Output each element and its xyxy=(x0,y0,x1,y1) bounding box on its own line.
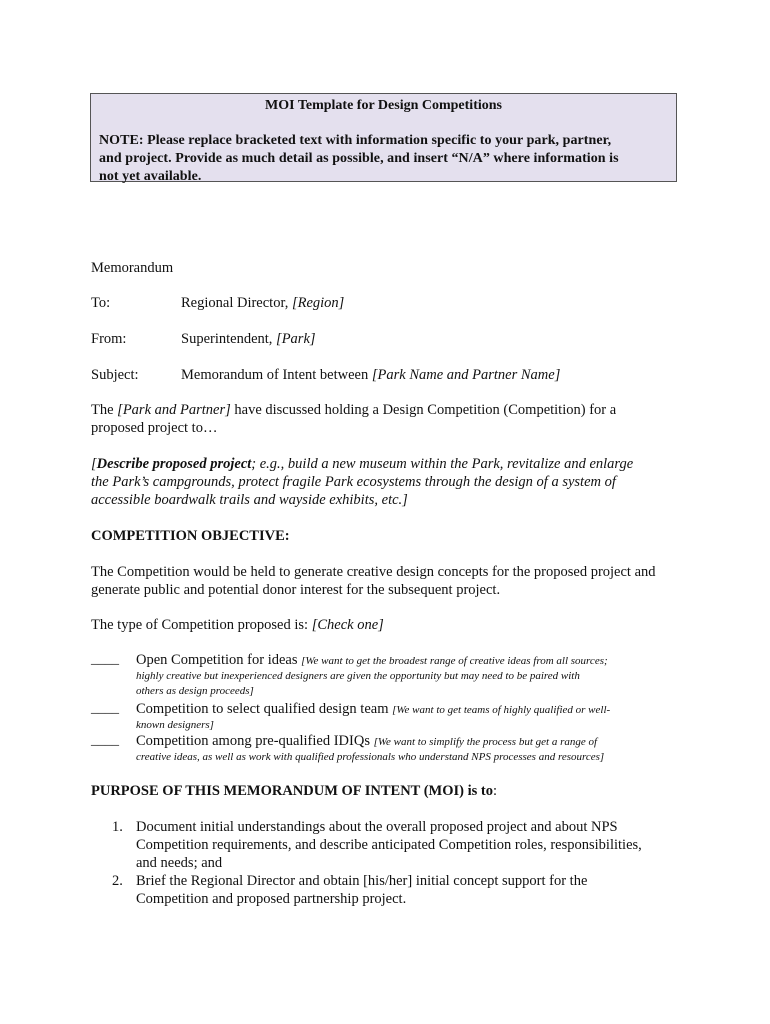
purpose-list xyxy=(91,818,691,908)
describe-open: [ xyxy=(91,456,97,472)
template-title: MOI Template for Design Competitions xyxy=(265,98,502,113)
from-value: Superintendent, xyxy=(181,331,277,347)
choice-body xyxy=(136,733,691,765)
type-placeholder: [Check one] xyxy=(311,617,384,633)
list-line: Brief the Regional Director and obtain [his/her] initial concept support for the xyxy=(136,873,588,889)
intro-line: proposed project to… xyxy=(91,420,218,436)
note-line: and project. Provide as much detail as possible, and insert “N/A” where information is xyxy=(99,151,619,166)
choice-explain: highly creative but inexperienced designers are given the opportunity but may need to be paired with xyxy=(136,670,580,682)
checkbox-blank[interactable]: ____ xyxy=(91,701,119,716)
describe-bold: Describe proposed project xyxy=(96,456,252,472)
intro-prefix: The xyxy=(91,402,118,418)
objective-heading: COMPETITION OBJECTIVE: xyxy=(91,528,290,544)
memo-heading: Memorandum xyxy=(91,260,174,276)
list-number: 2. xyxy=(112,873,123,889)
list-item xyxy=(91,818,691,872)
describe-line xyxy=(91,473,691,491)
choice-body xyxy=(136,652,691,699)
competition-type-line xyxy=(91,616,384,634)
describe-paragraph xyxy=(91,455,691,509)
describe-line xyxy=(91,491,691,509)
purpose-colon: : xyxy=(492,783,498,799)
objective-line: generate public and potential donor interest for the subsequent project. xyxy=(91,582,501,598)
intro-line xyxy=(91,401,691,419)
list-line: Competition and proposed partnership project. xyxy=(136,891,407,907)
choice-qualified-team[interactable] xyxy=(91,701,691,733)
choice-prequalified-idiqs[interactable] xyxy=(91,733,691,765)
list-number: 1. xyxy=(112,819,123,835)
note-line: NOTE: Please replace bracketed text with information specific to your park, partner, xyxy=(99,133,612,148)
choice-body xyxy=(136,701,691,733)
template-note-box xyxy=(90,93,677,182)
describe-rest: ; e.g., build a new museum within the Park, revitalize and enlarge xyxy=(251,456,634,472)
from-placeholder: [Park] xyxy=(276,331,316,347)
list-line: Competition requirements, and describe anticipated Competition roles, responsibilities, xyxy=(136,837,642,853)
to-value: Regional Director, xyxy=(181,295,292,311)
to-placeholder: [Region] xyxy=(291,295,345,311)
choice-explain: [We want to get the broadest range of creative ideas from all sources; xyxy=(301,655,608,667)
describe-line xyxy=(91,455,691,473)
purpose-heading-text: PURPOSE OF THIS MEMORANDUM OF INTENT (MOI) is to xyxy=(91,783,493,799)
choice-explain: creative ideas, as well as work with qualified professionals who understand NPS processes and resources] xyxy=(136,751,605,763)
checkbox-blank[interactable]: ____ xyxy=(91,733,119,748)
subject-value: Memorandum of Intent between xyxy=(181,367,372,383)
choice-explain: others as design proceeds] xyxy=(136,685,254,697)
intro-placeholder: [Park and Partner] xyxy=(117,402,231,418)
list-line: and needs; and xyxy=(136,855,223,871)
list-line: Document initial understandings about the overall proposed project and about NPS xyxy=(136,819,618,835)
choice-option: Competition to select qualified design team xyxy=(136,701,393,717)
objective-line: The Competition would be held to generate creative design concepts for the proposed project and xyxy=(91,564,656,580)
to-label: To: xyxy=(91,295,111,311)
describe-line2: the Park’s campgrounds, protect fragile Park ecosystems through the design of a system of xyxy=(91,474,616,490)
choice-option: Competition among pre-qualified IDIQs xyxy=(136,733,374,749)
choice-explain: known designers] xyxy=(136,719,214,731)
choice-open-competition[interactable] xyxy=(91,652,691,699)
list-item xyxy=(91,872,691,908)
type-prefix: The type of Competition proposed is: xyxy=(91,617,312,633)
checkbox-blank[interactable]: ____ xyxy=(91,652,119,667)
purpose-heading xyxy=(91,782,497,800)
intro-rest: have discussed holding a Design Competition (Competition) for a xyxy=(230,402,617,418)
objective-paragraph xyxy=(91,563,691,599)
subject-placeholder: [Park Name and Partner Name] xyxy=(371,367,561,383)
choice-explain: [We want to simplify the process but get a range of xyxy=(373,736,598,748)
memo-to-row xyxy=(91,294,344,312)
intro-paragraph xyxy=(91,401,691,437)
template-note xyxy=(99,132,668,186)
choice-option: Open Competition for ideas xyxy=(136,652,302,668)
note-line: not yet available. xyxy=(99,169,202,184)
describe-line3: accessible boardwalk trails and wayside exhibits, etc.] xyxy=(91,492,408,508)
choice-explain: [We want to get teams of highly qualified or well- xyxy=(392,704,611,716)
memo-subject-row xyxy=(91,366,560,384)
memo-from-row xyxy=(91,330,316,348)
subject-label: Subject: xyxy=(91,367,139,383)
from-label: From: xyxy=(91,331,127,347)
